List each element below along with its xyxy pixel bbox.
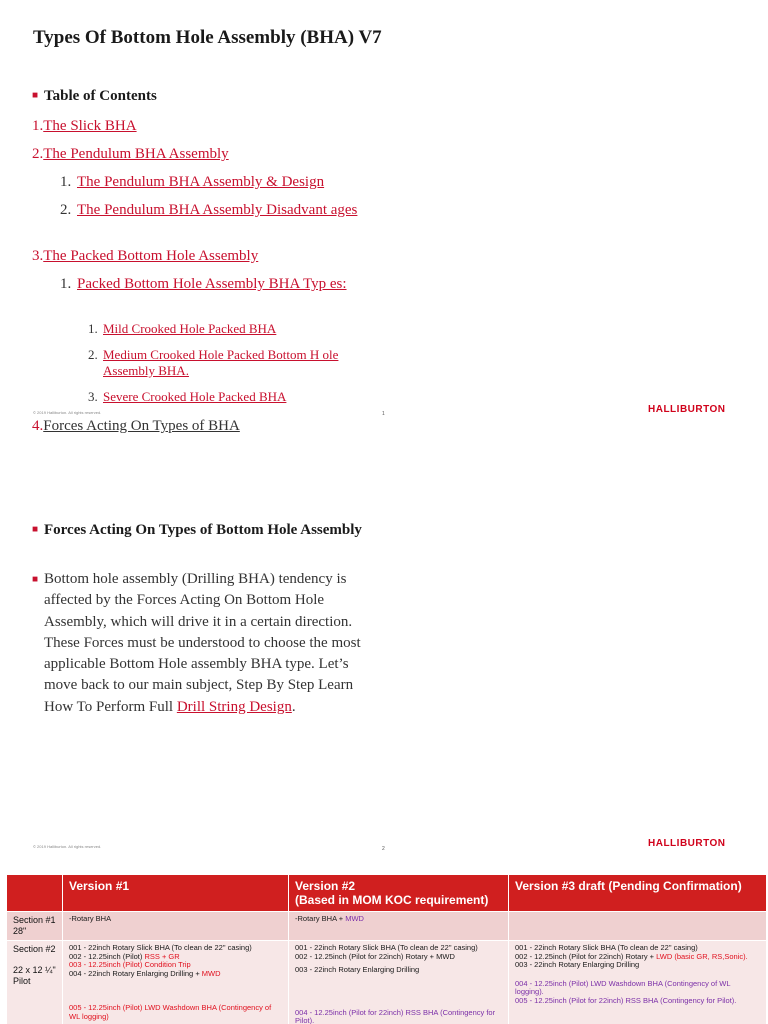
v1-line (69, 970, 282, 979)
toc-heading (32, 88, 157, 105)
v3-line: 001 - 22inch Rotary Slick BHA (To clean de 22" casing) (515, 943, 698, 952)
toc-item-pendulum-design[interactable] (60, 173, 324, 191)
header-cell-empty (7, 875, 63, 912)
toc-link[interactable]: The Pendulum BHA Assembly & Design (77, 174, 325, 190)
v1-text: 002 - 12.25inch (Pilot) (69, 951, 145, 961)
v2-line: 002 - 12.25inch (Pilot for 22inch) Rotary + MWD (295, 951, 455, 961)
toc-item-packed-types[interactable] (60, 275, 380, 293)
slide-toc (0, 0, 768, 432)
bha-versions-table (6, 874, 767, 1024)
bullet-icon: ■ (32, 90, 39, 101)
toc-number: 2. (32, 146, 44, 162)
table-row (7, 912, 767, 941)
toc-number: 3. (32, 248, 44, 264)
toc-number: 2. (60, 202, 72, 218)
toc-link[interactable]: Medium Crooked Hole Packed Bottom H ole Assembly BHA. (103, 347, 339, 378)
v1-text: 004 - 22inch Rotary Enlarging Drilling + (69, 968, 202, 978)
v1-section-1: -Rotary BHA (63, 912, 289, 941)
v2-line: 003 - 22inch Rotary Enlarging Drilling (295, 965, 420, 974)
toc-number: 2. (88, 347, 98, 362)
v1-section-2 (63, 941, 289, 1024)
halliburton-logo: HALLIBURTON (648, 404, 726, 415)
page-number: 2 (382, 846, 385, 852)
toc-item-packed-bha[interactable] (32, 247, 258, 265)
v2-section-2 (289, 941, 509, 1024)
section-heading-label: Forces Acting On Types of Bottom Hole Assembly (44, 522, 362, 538)
v2-mwd: MWD (345, 914, 364, 923)
v1-line: 003 - 12.25inch (Pilot) Condition Trip (69, 960, 191, 969)
toc-number: 4. (32, 418, 44, 434)
copyright: © 2019 Halliburton. All rights reserved. (33, 844, 102, 849)
toc-link[interactable]: Mild Crooked Hole Packed BHA (103, 321, 277, 336)
drill-string-design-link[interactable]: Drill String Design (176, 698, 292, 715)
toc-link[interactable]: The Packed Bottom Hole Assembly (43, 248, 259, 264)
header-version-3: Version #3 draft (Pending Confirmation) (509, 875, 767, 912)
v2-line: 001 - 22inch Rotary Slick BHA (To clean de 22" casing) (295, 943, 478, 952)
v1-red: RSS + GR (144, 951, 180, 961)
toc-number: 1. (60, 276, 72, 292)
v3-line: 005 - 12.25inch (Pilot for 22inch) RSS BHA (Contingency for Pilot). (515, 995, 737, 1005)
section-heading (32, 519, 362, 541)
toc-link[interactable]: Forces Acting On Types of BHA (43, 418, 240, 434)
section-body (32, 569, 377, 718)
toc-link[interactable]: The Slick BHA (43, 118, 137, 134)
table-row (7, 941, 767, 1024)
toc-item-slick-bha[interactable] (32, 117, 137, 135)
section-1-cell: Section #1 28" (7, 912, 63, 941)
page-number: 1 (382, 411, 385, 417)
bullet-icon: ■ (32, 524, 39, 535)
toc-item-medium-crooked[interactable] (88, 347, 378, 379)
table-header-row (7, 875, 767, 912)
toc-number: 1. (88, 321, 98, 336)
header-version-2: Version #2 (Based in MOM KOC requirement) (289, 875, 509, 912)
slide-title: Types Of Bottom Hole Assembly (BHA) V7 (33, 27, 382, 48)
section-2-label: Section #2 (13, 944, 56, 954)
v3-red: LWD (basic GR, RS,Sonic). (656, 951, 748, 961)
toc-item-pendulum-disadvantages[interactable] (60, 201, 380, 219)
toc-link[interactable]: The Pendulum BHA Assembly (43, 146, 229, 162)
slide-bha-versions (0, 864, 768, 1024)
section-2-size: 22 x 12 ¼" Pilot (13, 965, 56, 986)
v1-line: 005 - 12.25inch (Pilot) LWD Washdown BHA (Contingency of WL logging) (69, 1003, 272, 1021)
toc-link[interactable]: The Pendulum BHA Assembly Disadvant ages (77, 202, 358, 218)
section-2-cell (7, 941, 63, 1024)
toc-number: 1. (60, 174, 72, 190)
toc-link[interactable]: Packed Bottom Hole Assembly BHA Typ es: (77, 276, 347, 292)
halliburton-logo: HALLIBURTON (648, 838, 726, 849)
v3-line: 003 - 22inch Rotary Enlarging Drilling (515, 960, 640, 969)
v2-text: -Rotary BHA + (295, 914, 346, 923)
body-end: . (291, 698, 296, 715)
body-text (32, 569, 377, 718)
v2-line: 004 - 12.25inch (Pilot for 22inch) RSS BHA (Contingency for Pilot). (295, 1007, 496, 1024)
v3-section-1 (509, 912, 767, 941)
bullet-icon: ■ (32, 574, 39, 585)
slide-forces (0, 432, 768, 864)
toc-heading-label: Table of Contents (44, 88, 157, 104)
v2-section-1 (289, 912, 509, 941)
v3-section-2 (509, 941, 767, 1024)
toc-item-severe-crooked[interactable] (88, 389, 286, 405)
body-paragraph: Bottom hole assembly (Drilling BHA) tendency is affected by the Forces Acting On Bottom Hole Assembly, which will drive it in a certain direction. These Forces must be understood to choose the most applicable Bottom Hole assembly BHA type. Let’s move back to our main subject, Step By Step Learn How To Perform Full (44, 571, 361, 715)
v3-line: 004 - 12.25inch (Pilot) LWD Washdown BHA (Contingency of WL logging). (515, 978, 731, 996)
toc-link[interactable]: Severe Crooked Hole Packed BHA (103, 389, 287, 404)
copyright: © 2019 Halliburton. All rights reserved. (33, 410, 102, 415)
v1-red: MWD (201, 968, 221, 978)
toc-number: 1. (32, 118, 44, 134)
v1-line: 001 - 22inch Rotary Slick BHA (To clean de 22" casing) (69, 943, 252, 952)
v3-text: 002 - 12.25inch (Pilot for 22inch) Rotary + (515, 951, 657, 961)
toc-item-mild-crooked[interactable] (88, 321, 276, 337)
toc-item-forces[interactable] (32, 417, 240, 435)
toc-number: 3. (88, 389, 98, 404)
header-version-1: Version #1 (63, 875, 289, 912)
toc-item-pendulum-bha[interactable] (32, 145, 229, 163)
